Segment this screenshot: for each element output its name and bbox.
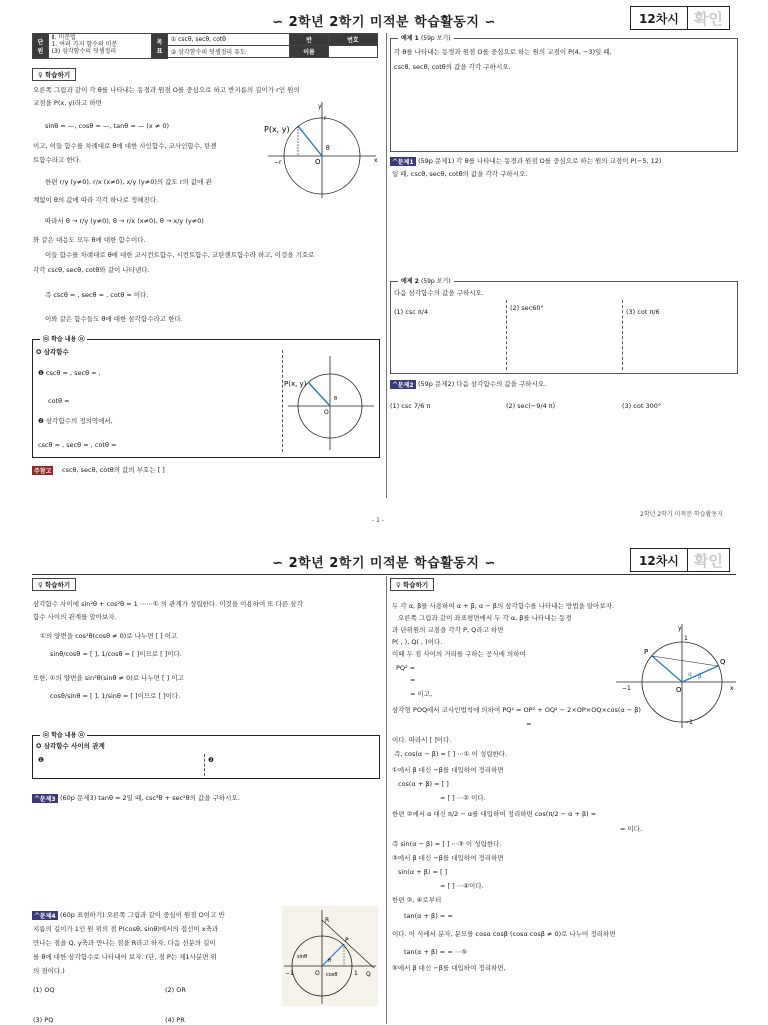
svg-text:R: R [325,917,330,924]
derivation-line: 즉, cos(α − β) = [ ] ⋯① 이 성립한다. [394,750,508,758]
derivation-line: = 이고, [410,690,433,698]
learn-section-label-right: ♀ 학습하기 [390,578,434,591]
svg-text:P(x, y): P(x, y) [284,380,307,388]
page-number: - 1 - [372,517,384,524]
derivation-line: PQ² = [396,664,416,672]
session-badge: 12차시 확인 [630,6,730,30]
svg-text:cosθ: cosθ [326,972,338,978]
learn-section-label-left: ♀ 학습하기 [32,578,76,591]
derivation-line: 오른쪽 그림과 같이 좌표평면에서 두 각 α, β를 나타내는 동경 [398,614,572,622]
unit-circle-figure [264,98,382,200]
session-badge: 12차시 확인 [630,548,730,572]
derivation-line: = [ ] ⋯② 이다. [440,794,486,802]
worksheet-page-1: ∽ 2학년 2학기 미적분 학습활동지 ∽ 12차시 확인 단 원 Ⅱ. 미분법 1. 여러 가지 함수의 미분 (3) 삼각함수의 덧셈정리 목 표 ① cscθ, secθ, cotθ 반 번호 ② 삼각함수의 덧셈정리 유도 이름 ♀ 학습하기 오른쪽 그림과 같이 각 θ를 나타내는 동경과 원점 O를 중심으로 하고 반지름의 길이가 r인 원의 교점을 P(x, y)라고 하면 sinθ = —, cosθ = —, tanθ = — (x ≠ 0) 이고, 이들 함수를 차례대로 θ에 대한 사인함수, 코사인함수, 탄젠 트함수라고 한다. 한편 r/y (y≠0), r/x (x≠0), x/y (y≠0)의 값도 r의 값에 관 계없이 θ의 값에 따라 각각 하나로 정해진다. 따라서 θ → r/y (y≠0), θ → r/x (x≠0), θ → x/y (y≠0) 와 같은 대응도 모두 θ에 대한 함수이다. 이들 함수를 차례대로 θ에 대한 코시컨트함수, 시컨트함수, 코탄젠트함수라 하고, 이것을 기호로 각각 cscθ, secθ, cotθ와 같이 나타낸다. 즉 cscθ = , secθ = , cotθ = 이다. 이와 같은 함수들도 θ에 대한 삼각함수라고 한다. P(x, y) y x O r −r θ ㉧ 학습 내용 ㉧ ✪ 삼각함수 ❶ cscθ = , secθ = , cotθ = ❷ 삼각함수의 정의역에서, cscθ = , secθ = , cotθ = P(x, y) O θ 주참고 cscθ, secθ, cotθ의 값의 부호는 [ ] 예제 1 (59p 보기) 각 θ를 나타내는 동경과 원점 O를 중심으로 하는 원의 교점이 P(4, −3)일 때, cscθ, secθ, cotθ의 값을 각각 구하시오. ᄉ문제1 (59p 문제1) 각 θ를 나타내는 동경과 원점 O를 중심으로 하는 원의 교점이 P(−5, 12) 일 때, cscθ, secθ, cotθ의 값을 각각 구하시오. 예제 2 (59p 보기) 다음 삼각함수의 값을 구하시오. (1) csc π/4 (2) sec60° (3) cot π/6 ᄉ문제2 (59p 문제2) 다음 삼각함수의 값을 구하시오. (1) csc 7/6 π (2) sec(−9/4 π) (3) cot 300° - 1 - 2학년 2학기 미적분 학습활동지 [0,0,768,530]
tangent-figure [282,906,378,1006]
svg-text:−1: −1 [285,970,294,977]
worksheet-page-2: ∽ 2학년 2학기 미적분 학습활동지 ∽ 12차시 확인 ♀ 학습하기 삼각함수 사이에 sin²θ + cos²θ = 1 ⋯⋯① 의 관계가 성립한다. 이것을 이용하여 또 다른 삼각 함수 사이의 관계를 알아보자. ①의 양변을 cos²θ(cosθ ≠ 0)로 나누면 [ ] 이고 sinθ/cosθ = [ ], 1/cosθ = [ ]이므로 [ ]이다. 또한, ①의 양변을 sin²θ(sinθ ≠ 0)로 나누면 [ ] 이고 cosθ/sinθ = [ ], 1/sinθ = [ ]이므로 [ ]이다. ㉧ 학습 내용 ㉧ ✪ 삼각함수 사이의 관계 ❶ ❷ ᄉ문제3 (60p 문제3) tanθ = 2일 때, csc²θ + sec²θ의 값을 구하시오. ᄉ문제4 (60p 표현하기) 오른쪽 그림과 같이 중심이 원점 O이고 반 지름의 길이가 1인 원 위의 점 P(cosθ, sinθ)에서의 접선이 x축과 만나는 점을 Q, y축과 만나는 점을 R라고 하자. 다음 선분의 길이 를 θ에 대한 삼각함수로 나타내어 보자. (단, 점 P는 제1사분면 위 의 점이다.) (1) OQ (2) OR (3) PQ (4) PR R P Q sinθ cosθ O −1 1 θ ♀ 학습하기 두 각 α, β를 사용하여 α + β, α − β의 삼각함수를 나타내는 방법을 알아보자. 오른쪽 그림과 같이 좌표평면에서 두 각 α, β를 나타내는 동경 과 단위원의 교점을 각각 P, Q라고 하면 P( , ), Q( , )이다. 이때 두 점 사이의 거리를 구하는 공식에 의하여 PQ² = = = 이고, 삼각형 POQ에서 코사인법칙에 의하여 PQ² = OP² + OQ² − 2×OP×OQ×cos(α − β) = 이다. 따라서 [ ]이다. 즉, cos(α − β) = [ ] ⋯① 이 성립한다. ①에서 β 대신 −β를 대입하여 정리하면 cos(α + β) = [ ] = [ ] ⋯② 이다. 한편 ②에서 α 대신 π/2 − α를 대입하여 정리하면 cos(π/2 − α + β) = = 이다. 즉 sin(α − β) = [ ] ⋯③ 이 성립한다. ③에서 β 대신 −β를 대입하여 정리하면 sin(α + β) = [ ] = [ ] ⋯④이다. 한편 ②, ④로부터 tan(α + β) = = 이다. 이 식에서 분자, 분모를 cosα cosβ (cosα cosβ ≠ 0)로 나누어 정리하면 tan(α + β) = = ⋯⑤ ⑤에서 β 대신 −β를 대입하여 정리하면, P Q 1 −1 O x y α β −1 [0,540,768,1024]
svg-text:θ: θ [334,396,338,402]
svg-text:O: O [676,686,682,694]
svg-text:1: 1 [684,635,688,642]
unit-text: Ⅱ. 미분법 1. 여러 가지 함수의 미분 (3) 삼각함수의 덧셈정리 [48,34,152,59]
check-stamp-box[interactable]: 확인 [687,7,729,29]
svg-text:θ: θ [328,958,332,964]
caution-tag: 주참고 [34,468,52,475]
svg-text:sinθ: sinθ [297,954,308,960]
lesson-info-table: 단 원 Ⅱ. 미분법 1. 여러 가지 함수의 미분 (3) 삼각함수의 덧셈정리 목 표 ① cscθ, secθ, cotθ 반 번호 ② 삼각함수의 덧셈정리 유도 이름 [32,33,378,59]
title-ornament-right: ∽ [479,15,496,30]
derivation-line: tan(α + β) = = [404,912,453,920]
svg-text:−1: −1 [622,685,631,692]
title-ornament-left: ∽ [272,556,289,571]
derivation-line: ⑤에서 β 대신 −β를 대입하여 정리하면, [392,964,506,972]
unit-circle-figure-small [284,352,378,452]
problem-3-tag: ᄉ문제3 [34,796,56,803]
svg-text:O: O [324,409,329,416]
svg-text:O: O [315,158,321,166]
svg-text:Q: Q [720,658,726,666]
derivation-line: 삼각형 POQ에서 코사인법칙에 의하여 PQ² = OP² + OQ² − 2×OP×OQ×cos(α − β) [392,706,641,714]
derivation-line: tan(α + β) = = ⋯⑤ [404,948,468,956]
page-footer: 2학년 2학기 미적분 학습활동지 [640,511,723,518]
derivation-line: = [410,676,416,684]
goal-1: ① cscθ, secθ, cotθ [167,34,289,46]
name-field[interactable] [328,46,377,58]
problem-4-tag: ᄉ문제4 [34,913,56,920]
problem-2-tag: ᄉ문제2 [392,382,414,389]
derivation-line: cos(α + β) = [ ] [398,780,449,788]
derivation-line: 한편 ②에서 α 대신 π/2 − α를 대입하여 정리하면 cos(π/2 − α + β) = [392,810,597,818]
derivation-line: ①에서 β 대신 −β를 대입하여 정리하면 [392,766,504,774]
svg-text:x: x [374,157,378,164]
derivation-line: 이다. 이 식에서 분자, 분모를 cosα cosβ (cosα cosβ ≠ 0)로 나누어 정리하면 [392,930,616,938]
page2-title: ∽ 2학년 2학기 미적분 학습활동지 ∽ [272,556,496,571]
derivation-line: 즉 sin(α − β) = [ ] ⋯③ 이 성립한다. [392,840,502,848]
derivation-line: 과 단위원의 교점을 각각 P, Q라고 하면 [392,626,504,634]
check-stamp-box[interactable]: 확인 [687,549,729,571]
derivation-line: = [526,720,532,728]
learn-section-label: ♀ 학습하기 [32,68,76,81]
svg-text:β: β [698,673,702,680]
title-ornament-right: ∽ [479,556,496,571]
svg-text:P(x, y): P(x, y) [264,125,290,134]
svg-text:−r: −r [274,159,282,166]
derivation-line: = [ ] ⋯④이다. [440,882,484,890]
svg-text:θ: θ [326,145,330,152]
svg-text:r: r [324,115,327,122]
derivation-line: 이때 두 점 사이의 거리를 구하는 공식에 의하여 [392,650,526,658]
svg-text:x: x [730,685,734,692]
derivation-line: 이다. 따라서 [ ]이다. [392,736,452,744]
radius-vector [298,126,322,156]
svg-text:O: O [315,970,320,977]
svg-text:P: P [345,937,349,944]
derivation-line: P( , ), Q( , )이다. [392,638,443,646]
svg-text:y: y [678,625,682,632]
svg-text:P: P [644,648,649,656]
svg-text:1: 1 [354,970,358,977]
two-angle-unit-circle [612,620,740,730]
derivation-line: 한편 ②, ④로부터 [392,896,442,904]
derivation-line: 두 각 α, β를 사용하여 α + β, α − β의 삼각함수를 나타내는 방법을 알아보자. [392,602,615,610]
title-ornament-left: ∽ [272,15,289,30]
svg-text:Q: Q [366,971,371,978]
page1-title: ∽ 2학년 2학기 미적분 학습활동지 ∽ [272,15,496,30]
derivation-line: ③에서 β 대신 −β를 대입하여 정리하면 [392,854,504,862]
svg-text:y: y [318,103,322,110]
goal-2: ② 삼각함수의 덧셈정리 유도 [167,46,289,58]
svg-text:−1: −1 [684,719,693,726]
problem-1-tag: ᄉ문제1 [392,159,414,166]
svg-text:α: α [688,671,692,678]
derivation-line: = 이다. [620,825,643,833]
derivation-line: sin(α + β) = [ ] [398,868,448,876]
